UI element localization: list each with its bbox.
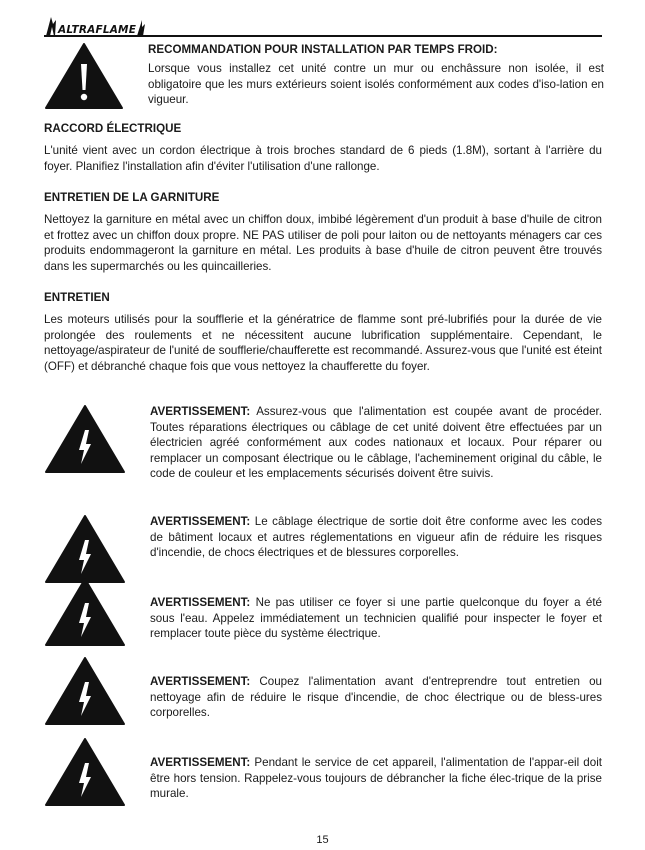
brand-logo [44,14,146,36]
electrical-hazard-icon [44,737,126,807]
warning-label: AVERTISSEMENT: [150,675,251,688]
electrical-hazard-icon [44,656,126,726]
warning-label: AVERTISSEMENT: [150,405,251,418]
warning-body: Pendant le service de cet appareil, l'alimentation de l'appar-eil doit être hors tension. Rappelez-vous toujours de débrancher la fiche élec-trique de la prise murale. [150,756,602,800]
warning-body: Coupez l'alimentation avant d'entreprendre tout entretien ou nettoyage afin de réduire le risque d'incendie, de choc électrique ou de bless-ures corporelles. [150,675,602,719]
electrical-hazard-icon [44,404,126,474]
section-maintenance [44,290,602,374]
brand-logo-text: ALTRAFLAME [58,23,137,36]
warning-label: AVERTISSEMENT: [150,596,251,609]
cold-weather-title: RECOMMANDATION POUR INSTALLATION PAR TEMPS FROID: [148,43,498,56]
warning-body: Le câblage électrique de sortie doit être conforme avec les codes de bâtiment locaux et autres réglementations en vigueur afin de réduire les risques d'incendie, de chocs électriques et de blessures corporelles. [150,515,602,559]
section-heading: ENTRETIEN DE LA GARNITURE [44,191,220,204]
section-heading: ENTRETIEN [44,291,110,304]
flame-logo-icon [44,16,58,36]
caution-exclamation-icon [44,42,124,110]
section-electrical-connection [44,121,602,174]
warning-text [150,404,602,482]
section-heading: RACCORD ÉLECTRIQUE [44,122,182,135]
warning-text [150,674,602,721]
warning-body: Ne pas utiliser ce foyer si une partie quelconque du foyer a été sous l'eau. Appelez immédiatement un technicien qualifié pour inspecter le foyer et remplacer toute pièce du système électrique. [150,596,602,640]
flame-logo-mark-icon [136,20,146,36]
electrical-hazard-icon [44,577,126,647]
warning-label: AVERTISSEMENT: [150,756,251,769]
page-header [44,12,602,38]
header-divider [44,35,602,37]
warning-text [150,514,602,561]
electrical-hazard-icon [44,514,126,584]
page-number: 15 [316,834,329,846]
warning-text [150,755,602,802]
section-body: L'unité vient avec un cordon électrique à trois broches standard de 6 pieds (1.8M), sortant à l'arrière du foyer. Planifiez l'installation afin d'éviter l'utilisation d'une rallonge. [44,144,602,173]
cold-weather-body: Lorsque vous installez cet unité contre un mur ou enchâssure non isolée, il est obligatoire que les murs extérieurs soient isolés conformément aux codes d'iso-lation en vigueur. [148,62,604,106]
warning-body: Assurez-vous que l'alimentation est coupée avant de procéder. Toutes réparations électriques ou câblage de cet unité doivent être effectuées par un électricien agréé conformément aux codes nationaux et locaux. Pour réparer ou remplacer un composant électrique ou le câblage, l'acheminement original du câble, le code de couleur et les emplacements sécurisés doivent être suivis. [150,405,602,480]
section-trim-maintenance [44,190,602,274]
warning-label: AVERTISSEMENT: [150,515,251,528]
section-body: Les moteurs utilisés pour la soufflerie et la génératrice de flamme sont pré-lubrifiés pour la durée de vie prolongée des roulements et ne nécessitent aucune lubrification supplémentaire. Cependant, le nettoyage/aspirateur de l'unité de soufflerie/chaufferette est recommandé. Assurez-vous que l'unité est éteint (OFF) et débranché chaque fois que vous nettoyez la chaufferette du foyer. [44,313,602,373]
section-body: Nettoyez la garniture en métal avec un chiffon doux, imbibé légèrement d'un produit à base d'huile de citron et frottez avec un chiffon doux propre. NE PAS utiliser de poli pour laiton ou de nettoyants ménagers car ces produits endommageront la garniture en métal. Les produits à base d'huile de citron peuvent être trouvés dans les supermarchés ou les quincailleries. [44,213,602,273]
warning-text [150,595,602,642]
